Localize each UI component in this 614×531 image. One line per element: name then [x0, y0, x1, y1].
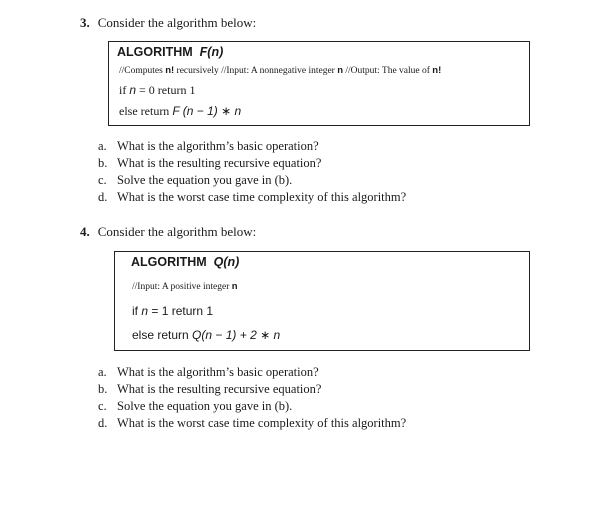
- subquestion-4b: [98, 382, 518, 399]
- question-4-subquestions: [98, 365, 518, 433]
- subquestion-3d: [98, 190, 518, 207]
- algorithm-box-q: [114, 251, 530, 351]
- subquestion-4a: [98, 365, 518, 382]
- comment-q-n1: n: [231, 281, 238, 292]
- subquestion-text: What is the worst case time complexity of this algorithm?: [117, 190, 407, 204]
- algorithm-f-comment: [119, 65, 441, 76]
- question-4-number: 4.: [80, 224, 90, 239]
- comment-f-mid2: //Output: The value of: [345, 66, 430, 76]
- algorithm-q-name: Q(n): [213, 255, 240, 269]
- question-3-number: 3.: [80, 15, 90, 30]
- comment-f-prefix: //Computes: [119, 66, 163, 76]
- algorithm-f-keyword: ALGORITHM: [117, 45, 193, 59]
- subquestion-letter: a.: [98, 365, 107, 379]
- subquestion-4d: [98, 416, 518, 433]
- question-4-text: Consider the algorithm below:: [97, 224, 257, 239]
- subquestion-text: What is the resulting recursive equation?: [117, 156, 322, 170]
- subquestion-letter: d.: [98, 416, 108, 430]
- algorithm-q-line2: [132, 328, 280, 342]
- line1-q-rest: = 1 return 1: [151, 304, 214, 318]
- algorithm-f-name: F(n): [199, 45, 224, 59]
- comment-f-n2: n: [337, 65, 344, 76]
- subquestion-3b: [98, 156, 518, 173]
- question-3-heading: [80, 15, 256, 31]
- algorithm-q-line1: [132, 304, 213, 318]
- algorithm-f-line1: [119, 83, 195, 98]
- line1-f-if: if: [119, 83, 127, 97]
- algorithm-f-line2: [119, 104, 241, 119]
- algorithm-q-title: [131, 255, 239, 269]
- subquestion-3c: [98, 173, 518, 190]
- question-4-heading: [80, 224, 256, 240]
- line1-f-var: n: [129, 83, 137, 97]
- line2-f-expr: F (n − 1) ∗ n: [172, 104, 242, 118]
- algorithm-q-comment: [132, 281, 238, 292]
- comment-f-n1: n!: [165, 65, 175, 76]
- subquestion-letter: c.: [98, 399, 107, 413]
- algorithm-f-title: [117, 45, 223, 59]
- line2-q-expr: Q(n − 1) + 2 ∗ n: [192, 328, 281, 342]
- comment-f-mid: recursively //Input: A nonnegative integer: [176, 66, 335, 76]
- line1-q-var: n: [141, 304, 149, 318]
- subquestion-letter: d.: [98, 190, 108, 204]
- subquestion-text: Solve the equation you gave in (b).: [117, 399, 293, 413]
- subquestion-text: What is the worst case time complexity of this algorithm?: [117, 416, 407, 430]
- line1-f-rest: = 0 return 1: [139, 83, 196, 97]
- question-3-subquestions: [98, 139, 518, 207]
- subquestion-4c: [98, 399, 518, 416]
- subquestion-text: Solve the equation you gave in (b).: [117, 173, 293, 187]
- algorithm-box-f: [108, 41, 530, 126]
- comment-q-prefix: //Input: A positive integer: [132, 282, 230, 292]
- line1-q-if: if: [132, 304, 138, 318]
- comment-f-n3: n!: [432, 65, 442, 76]
- subquestion-text: What is the resulting recursive equation?: [117, 382, 322, 396]
- question-3-text: Consider the algorithm below:: [97, 15, 257, 30]
- subquestion-text: What is the algorithm’s basic operation?: [117, 139, 319, 153]
- algorithm-q-keyword: ALGORITHM: [131, 255, 207, 269]
- subquestion-letter: b.: [98, 156, 108, 170]
- line2-f-else: else return: [119, 104, 170, 118]
- subquestion-letter: c.: [98, 173, 107, 187]
- subquestion-letter: b.: [98, 382, 108, 396]
- subquestion-letter: a.: [98, 139, 107, 153]
- line2-q-else: else return: [132, 328, 189, 342]
- subquestion-text: What is the algorithm’s basic operation?: [117, 365, 319, 379]
- subquestion-3a: [98, 139, 518, 156]
